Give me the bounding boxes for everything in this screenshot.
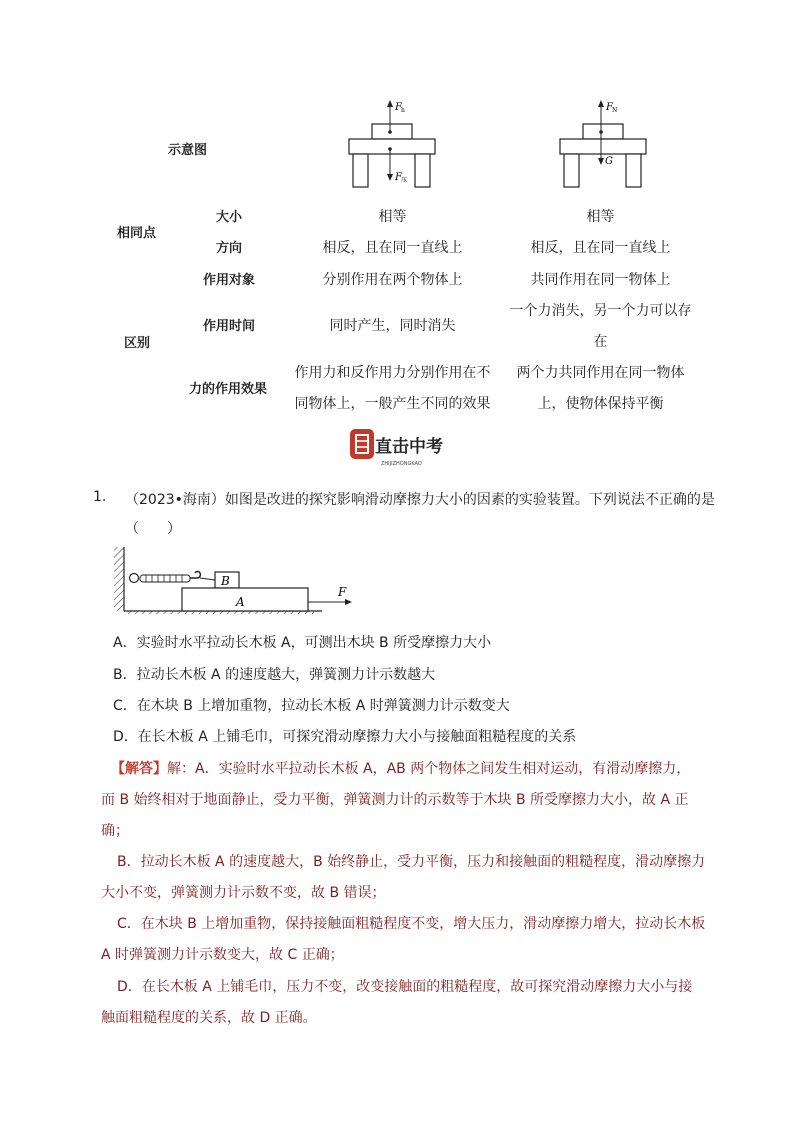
option-b: B．拉动长木板 A 的速度越大，弹簧测力计示数越大: [113, 667, 436, 683]
balanced-forces-diagram: [556, 98, 651, 190]
question-stem-line1: （2023•海南）如图是改进的探究影响滑动摩擦力大小的因素的实验装置。下列说法不正确的是: [125, 492, 715, 508]
force-sub-top-right: N: [612, 107, 618, 114]
answer-line-5: 大小不变，弹簧测力计示数不变，故 B 错误；: [101, 885, 386, 901]
logo-subtitle: ZHIJIZHONGKAO: [381, 461, 422, 467]
force-label-top-left: F: [395, 102, 402, 113]
action-reaction-diagram: [345, 98, 440, 190]
answer-line-3: 确；: [101, 823, 129, 839]
answer-line-6: C．在木块 B 上增加重物，保持接触面粗糙程度不变，增大压力，滑动摩擦力增大，拉动长木板: [117, 916, 706, 932]
cell-effect-right-line2: 上，使物体保持平衡: [537, 396, 664, 412]
question-number: 1.: [93, 489, 107, 505]
logo: [348, 426, 444, 468]
answer-line-9: 触面粗糙程度的关系，故 D 正确。: [101, 1010, 317, 1026]
board-a-label: A: [236, 595, 245, 609]
cell-effect-right-line1: 两个力共同作用在同一物体: [516, 365, 685, 381]
option-c: C．在木块 B 上增加重物，拉动长木板 A 时弹簧测力计示数变大: [113, 698, 510, 714]
attr-direction: 方向: [216, 241, 243, 256]
force-label-top-right: F: [606, 102, 613, 113]
attr-effect: 力的作用效果: [189, 382, 268, 397]
answer-line-2: 而 B 始终相对于地面静止，受力平衡，弹簧测力计的示数等于木块 B 所受摩擦力大小，故 A 正: [101, 792, 689, 808]
block-b-label: B: [221, 574, 230, 588]
cell-effect-left-line1: 作用力和反作用力分别作用在不: [294, 365, 491, 381]
cell-effect-left-line2: 同物体上，一般产生不同的效果: [294, 396, 491, 412]
attr-time: 作用时间: [203, 319, 256, 334]
option-a: A．实验时水平拉动长木板 A，可测出木块 B 所受摩擦力大小: [113, 635, 492, 651]
cell-time-right-line1: 一个力消失，另一个力可以存: [509, 303, 692, 319]
attr-object: 作用对象: [203, 273, 256, 288]
answer-line-8: D．在长木板 A 上铺毛巾，压力不变，改变接触面的粗糙程度，故可探究滑动摩擦力大小与接: [117, 979, 693, 995]
diagram-row-label: 示意图: [168, 143, 208, 158]
cell-time-right-line2: 在: [593, 334, 608, 350]
answer-line-4: B．拉动长木板 A 的速度越大，B 始终静止，受力平衡，压力和接触面的粗糙程度，滑动摩擦力: [117, 854, 706, 870]
experiment-figure: [112, 545, 362, 615]
force-label-bottom-left: F: [395, 172, 402, 183]
logo-text: 直击中考: [375, 437, 443, 457]
answer-line-1: [111, 758, 690, 778]
difference-label: 区别: [124, 336, 151, 351]
force-f-label: F: [338, 585, 347, 599]
attr-size: 大小: [216, 210, 243, 225]
answer-key-label: 【解答】: [111, 761, 167, 777]
force-label-bottom-right: G: [605, 156, 613, 167]
option-d: D．在长木板 A 上铺毛巾，可探究滑动摩擦力大小与接触面粗糙程度的关系: [113, 729, 577, 745]
cell-object-right: 共同作用在同一物体上: [530, 272, 671, 288]
question-stem-line2: （ ）: [125, 521, 181, 537]
cell-direction-left: 相反，且在同一直线上: [322, 240, 463, 256]
cell-size-left: 相等: [378, 209, 407, 225]
same-points-label: 相同点: [117, 226, 157, 241]
answer-line-7: A 时弹簧测力计示数变大，故 C 正确；: [101, 947, 344, 963]
force-sub-top-left: h: [401, 107, 405, 114]
cell-object-left: 分别作用在两个物体上: [322, 272, 463, 288]
cell-size-right: 相等: [586, 209, 615, 225]
cell-direction-right: 相反，且在同一直线上: [530, 240, 671, 256]
answer-text-1: 解：A．实验时水平拉动长木板 A，AB 两个物体之间发生相对运动，有滑动摩擦力，: [167, 761, 691, 777]
cell-time-left: 同时产生，同时消失: [329, 318, 456, 334]
force-sub-bottom-left: 压: [401, 177, 408, 184]
